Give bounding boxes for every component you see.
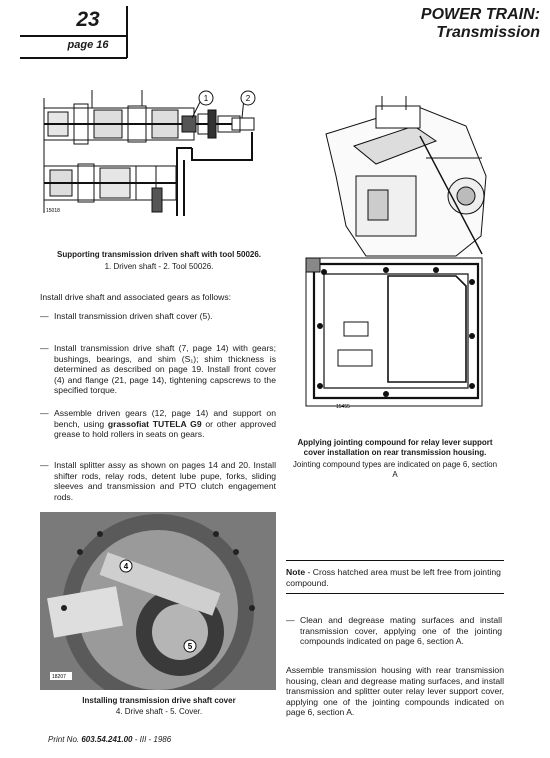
- section-title-line2: Transmission: [436, 24, 540, 41]
- note-rule-bottom: [286, 593, 504, 594]
- step-text-before: Assemble driven gears (12, page 14) and support on bench, using: [54, 408, 276, 429]
- step-text-after: or other approved grease to hold rollers in seats on gears.: [54, 418, 276, 439]
- print-suffix: - III - 1986: [132, 735, 172, 744]
- figure-code: 15018: [46, 208, 60, 214]
- step-dash: —: [40, 460, 49, 470]
- figure3-caption-sub: 4. Drive shaft - 5. Cover.: [115, 707, 203, 716]
- print-code: 603.54.241.00: [81, 735, 133, 744]
- drive-shaft-cover-photo: [40, 512, 276, 690]
- step-dash: —: [40, 311, 49, 321]
- grease-name: grassofiat TUTELA G9: [107, 418, 202, 429]
- step-dash: —: [40, 408, 49, 418]
- header-divider-vertical: [126, 6, 128, 58]
- step-item: [40, 408, 280, 444]
- section-title-line1: POWER TRAIN:: [420, 6, 540, 23]
- step-text: Install splitter assy as shown on pages 14 and 20. Install shifter rods, relay rods, detent lube pupe, forks, sliding sleeves and transmission and PTO clutch engagement rods.: [54, 460, 276, 502]
- note-text: - Cross hatched area must be left free from jointing compound.: [286, 567, 501, 588]
- step-text: [54, 408, 276, 440]
- page-number: 23: [76, 8, 100, 31]
- header-divider-bottom: [20, 57, 127, 59]
- header-divider-short: [20, 35, 127, 37]
- figure-right-caption-title: Applying jointing compound for relay lever support cover installation on rear transmission housing.: [297, 438, 493, 457]
- section-title: [260, 6, 540, 42]
- figure-right-caption-sub: Jointing compound types are indicated on page 6, section A: [292, 460, 498, 479]
- callout-1: 1: [203, 94, 209, 103]
- note-label: Note: [286, 567, 306, 577]
- figure-code: 18207: [52, 674, 66, 680]
- intro-text: Install drive shaft and associated gears as follows:: [40, 292, 232, 302]
- right-step-item: [286, 615, 504, 651]
- print-prefix: Print No.: [48, 735, 82, 744]
- step-text: Clean and degrease mating surfaces and install transmission cover, applying one of the jointing compounds indicated on page 6, section A.: [300, 615, 502, 646]
- callout-2: 2: [245, 94, 251, 103]
- step-dash: —: [40, 343, 49, 353]
- step-text: Install transmission drive shaft (7, page 14) with gears; bushings, bearings, and shim (S₁); shim thickness is determined as described on page 19. Install front cover (4) and flange (21, page 14), tightening capscrews to the specified torque.: [54, 343, 276, 395]
- print-number: [48, 735, 171, 744]
- step-item: [40, 311, 280, 325]
- step-dash: —: [286, 615, 295, 625]
- rear-housing-illustration: [296, 86, 496, 416]
- callout-5: 5: [187, 642, 193, 651]
- page-label: page 16: [67, 39, 109, 51]
- figure1-caption-sub: 1. Driven shaft - 2. Tool 50026.: [104, 262, 214, 271]
- figure3-caption-title: Installing transmission drive shaft cover: [82, 696, 236, 705]
- figure1-caption-title: Supporting transmission driven shaft with tool 50026.: [56, 250, 262, 259]
- figure-code: 15455: [336, 404, 350, 410]
- step-text: Install transmission driven shaft cover (5).: [54, 311, 213, 321]
- callout-4: 4: [123, 562, 129, 571]
- step-item: [40, 343, 280, 403]
- assemble-text: Assemble transmission housing with rear transmission housing, clean and degrease mating surfaces, and install transmission and splitter outer relay lever support cover, applying one of the jointing compounds indicated on page 6, section A.: [286, 665, 504, 717]
- note: [286, 567, 504, 588]
- driven-shaft-illustration: [42, 88, 274, 218]
- note-rule-top: [286, 560, 504, 561]
- step-item: [40, 460, 280, 506]
